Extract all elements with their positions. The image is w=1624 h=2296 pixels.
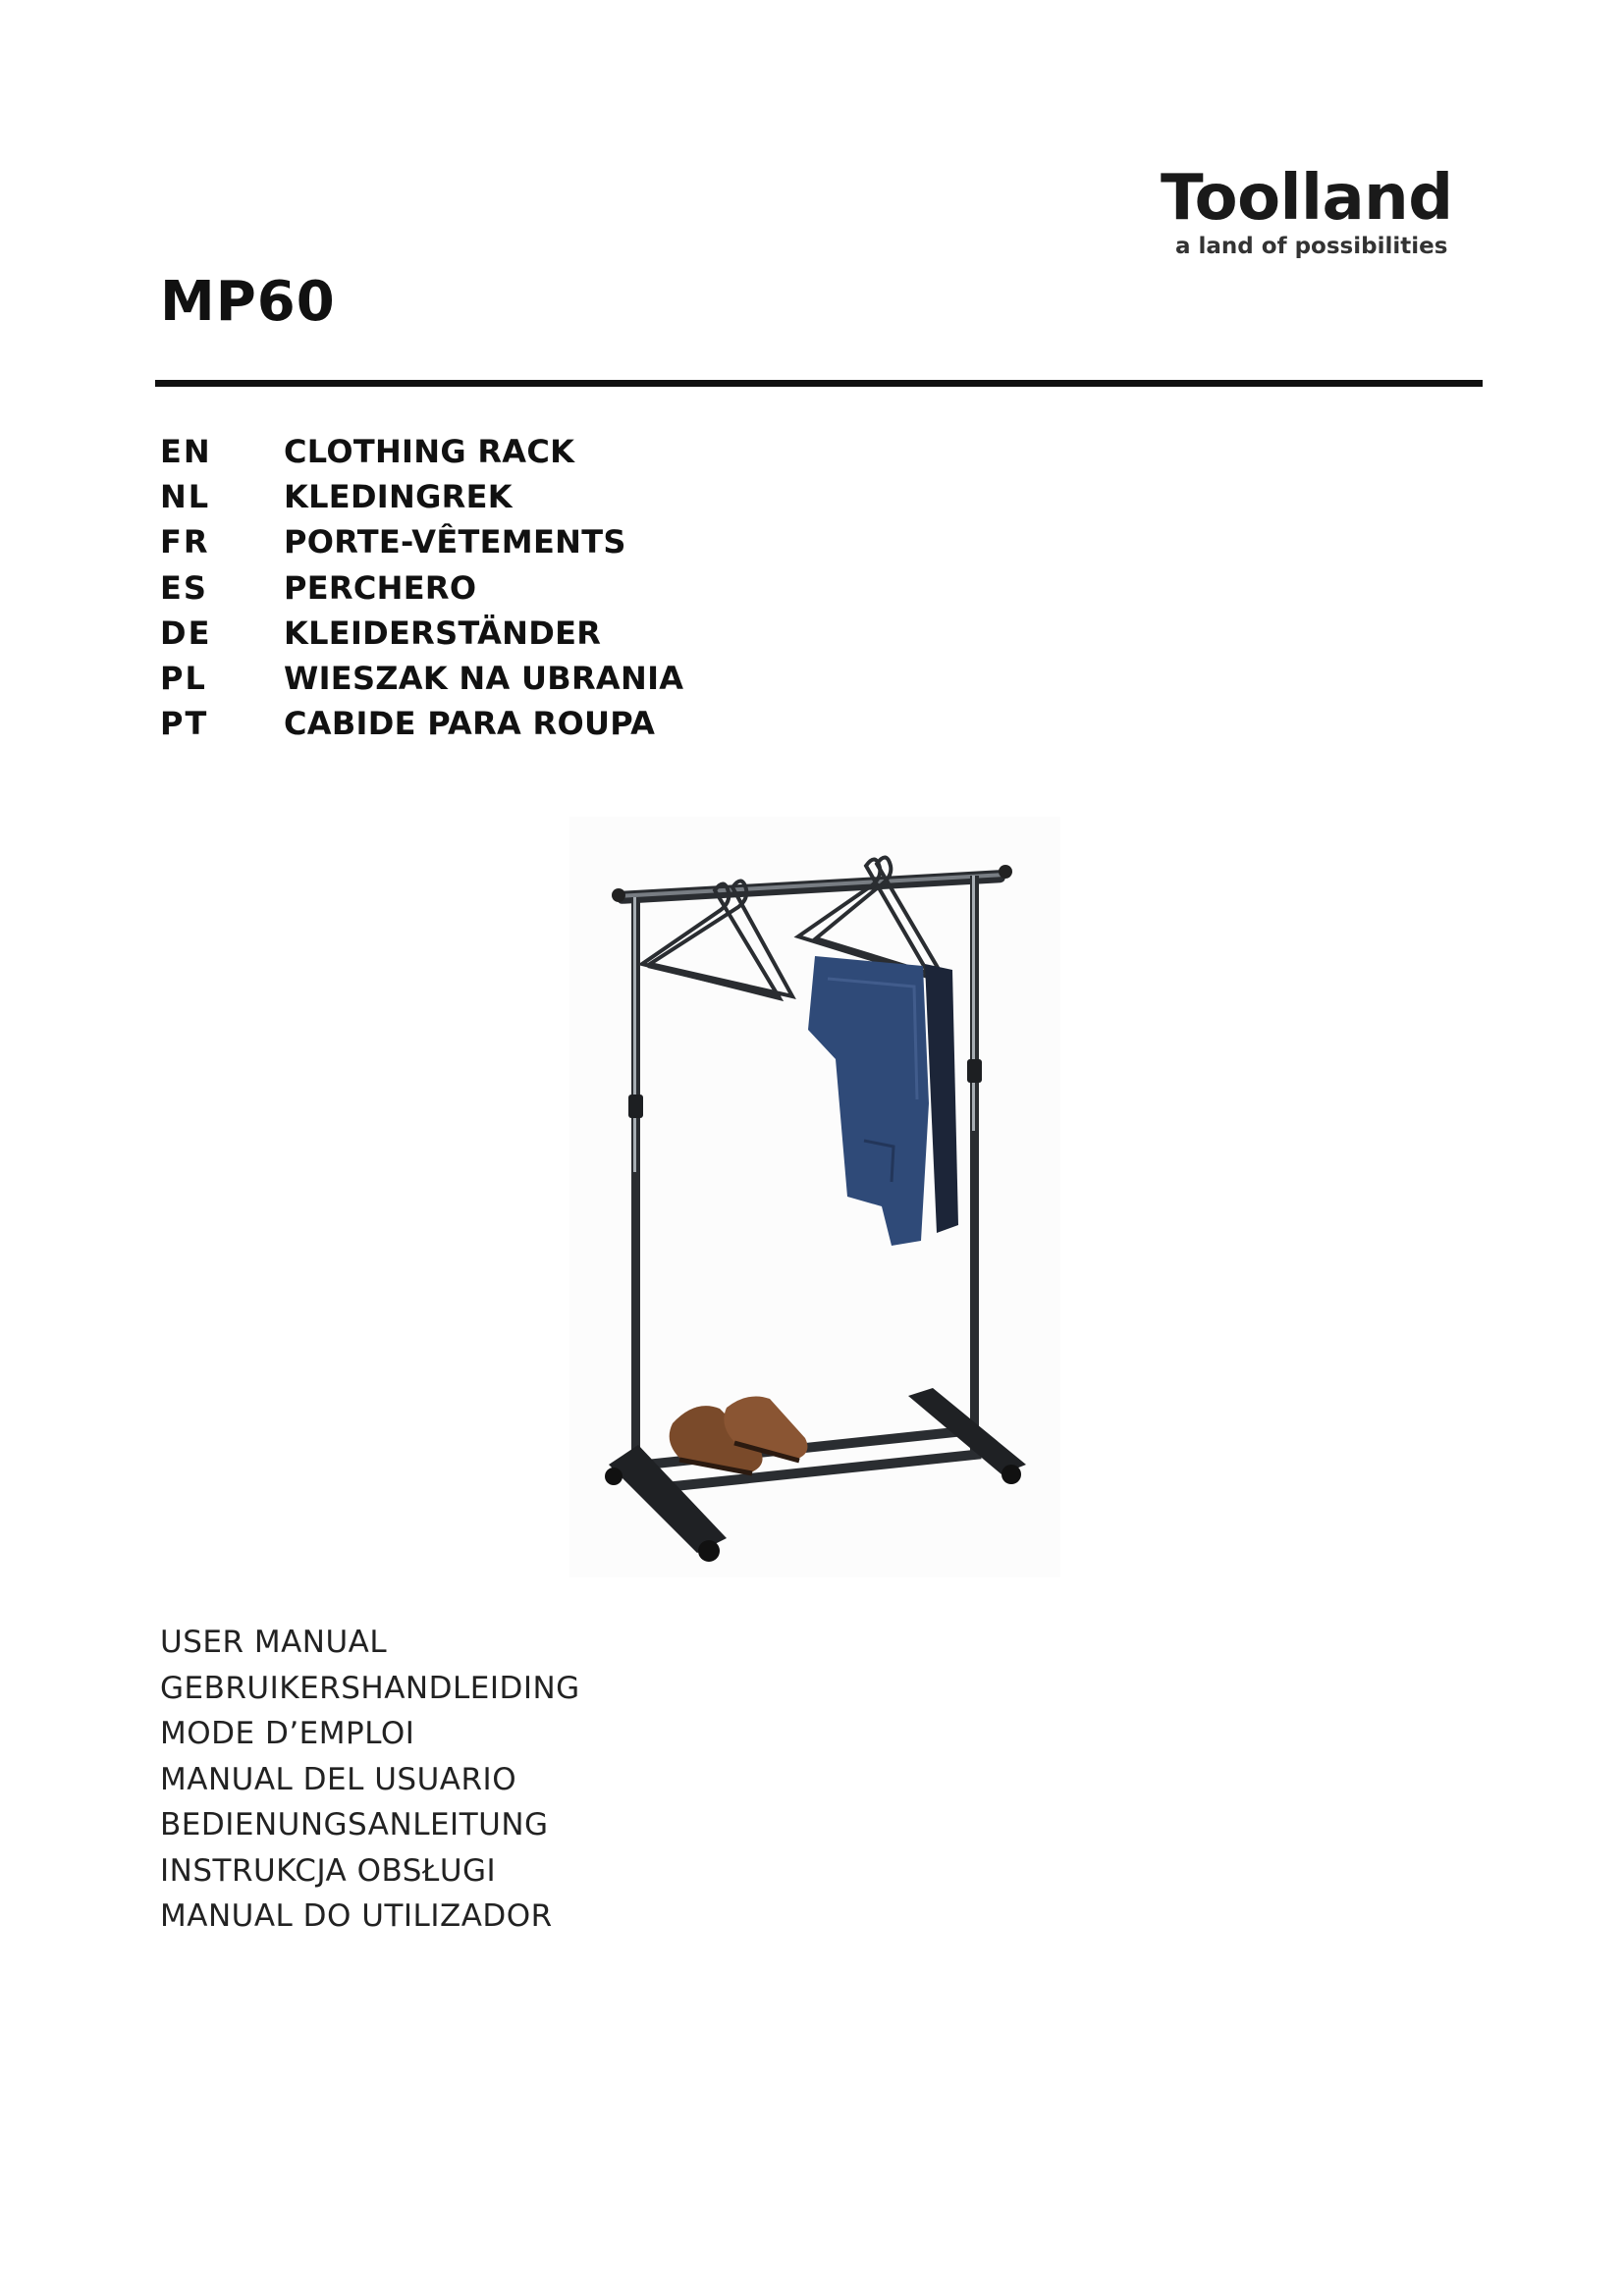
- product-title: WIESZAK NA UBRANIA: [284, 660, 684, 698]
- language-code: FR: [160, 523, 210, 561]
- language-code: PL: [160, 660, 207, 698]
- header-divider: [155, 380, 1483, 387]
- manual-title: BEDIENUNGSANLEITUNG: [160, 1807, 549, 1843]
- manual-title: INSTRUKCJA OBSŁUGI: [160, 1852, 497, 1889]
- manual-title-list: [160, 1620, 580, 1940]
- language-code: EN: [160, 433, 212, 471]
- model-number: MP60: [160, 270, 336, 334]
- brand-name: Toolland: [1161, 162, 1453, 235]
- title-row-es: [160, 565, 683, 611]
- title-row-nl: [160, 474, 683, 519]
- product-title: CABIDE PARA ROUPA: [284, 705, 656, 743]
- manual-title: USER MANUAL: [160, 1625, 388, 1661]
- title-row-de: [160, 611, 683, 656]
- title-row-fr: [160, 519, 683, 564]
- language-code: DE: [160, 614, 212, 652]
- brand-logo: [1161, 162, 1475, 259]
- language-code: NL: [160, 478, 211, 516]
- product-title: PERCHERO: [284, 568, 477, 607]
- language-code: ES: [160, 568, 208, 607]
- title-row-pt: [160, 701, 683, 746]
- manual-title: MANUAL DEL USUARIO: [160, 1761, 517, 1797]
- brand-tagline: a land of possibilities: [1175, 234, 1448, 259]
- product-title: CLOTHING RACK: [284, 433, 575, 471]
- product-title: KLEIDERSTÄNDER: [284, 614, 602, 652]
- title-row-en: [160, 429, 683, 474]
- product-title: PORTE-VÊTEMENTS: [284, 523, 626, 561]
- manual-title: GEBRUIKERSHANDLEIDING: [160, 1670, 580, 1706]
- language-code: PT: [160, 705, 209, 743]
- product-title: KLEDINGREK: [284, 478, 513, 516]
- manual-title: MODE D’EMPLOI: [160, 1716, 415, 1752]
- product-title-list: [160, 429, 683, 746]
- manual-title: MANUAL DO UTILIZADOR: [160, 1898, 553, 1935]
- title-row-pl: [160, 656, 683, 701]
- clothing-rack-photo: [569, 817, 1060, 1577]
